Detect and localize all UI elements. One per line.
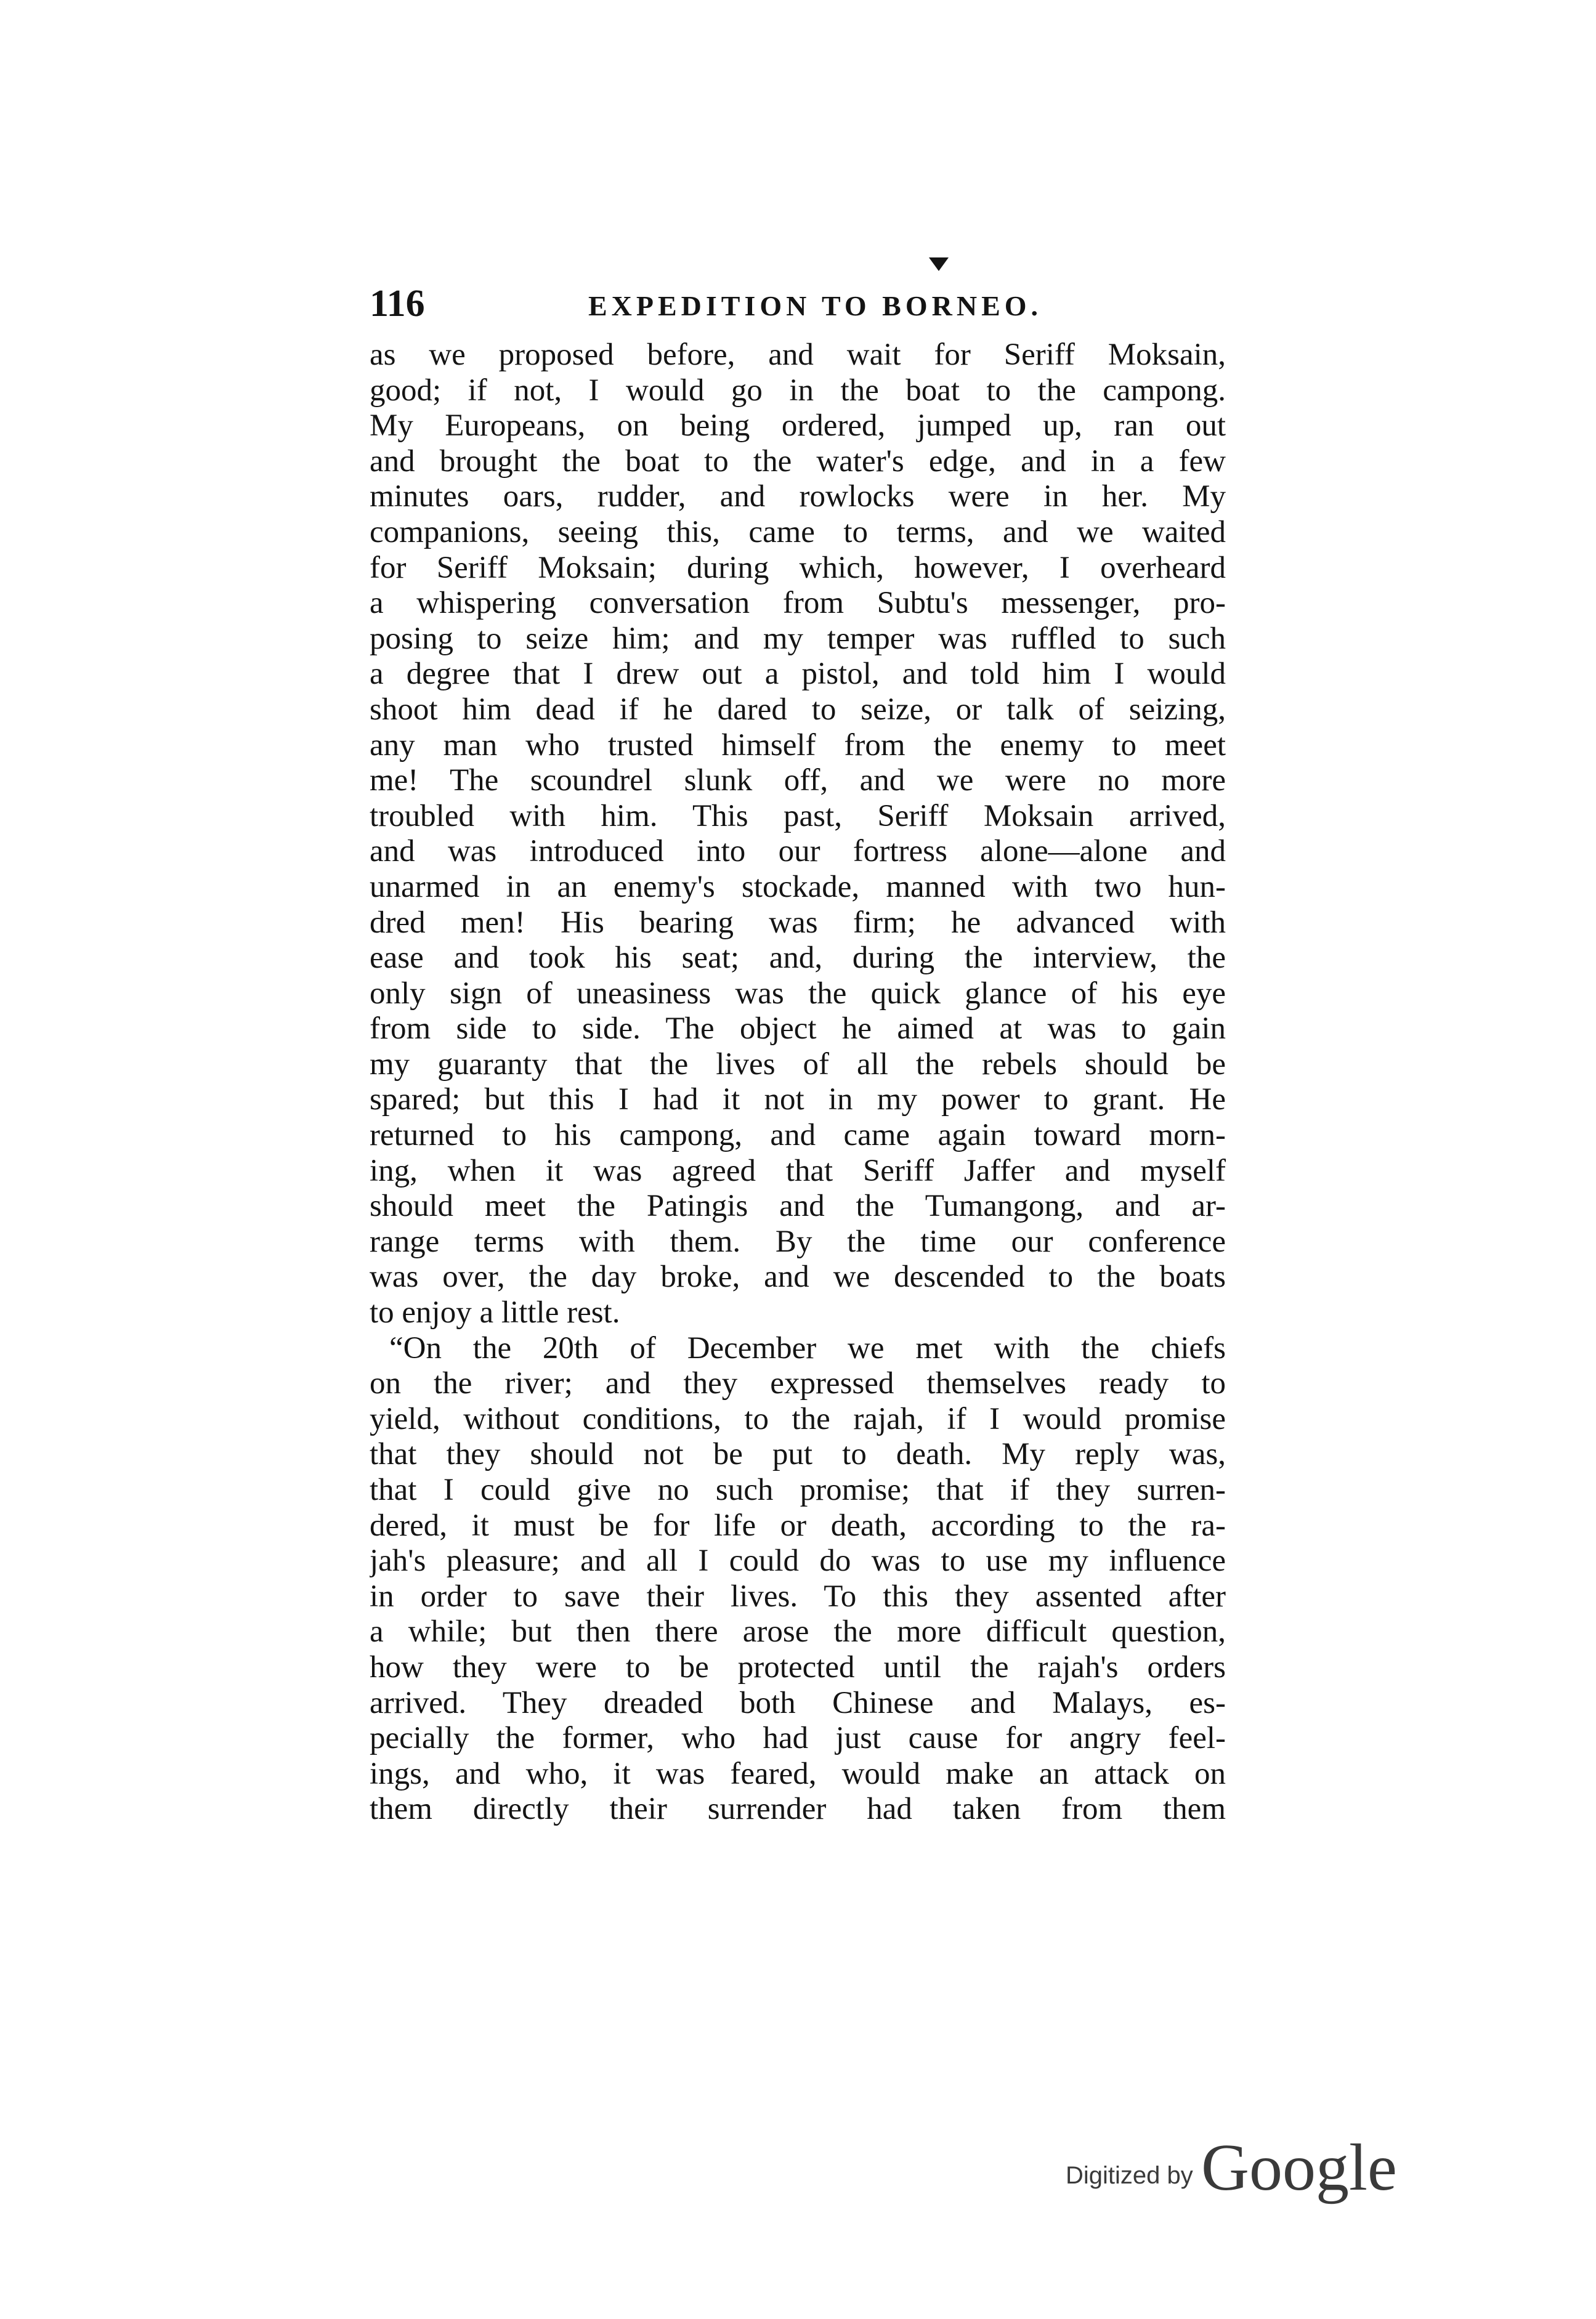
text-line: My Europeans, on being ordered, jumped up, ran out bbox=[370, 408, 1226, 443]
text-line: me! The scoundrel slunk off, and we were no more bbox=[370, 763, 1226, 798]
text-line: should meet the Patingis and the Tumangong, and ar- bbox=[370, 1189, 1226, 1224]
text-line: minutes oars, rudder, and rowlocks were in her. My bbox=[370, 479, 1226, 514]
text-line: ease and took his seat; and, during the interview, the bbox=[370, 941, 1226, 976]
text-line: to enjoy a little rest. bbox=[370, 1295, 620, 1330]
text-line: yield, without conditions, to the rajah, if I would promise bbox=[370, 1401, 1226, 1436]
text-line: “On the 20th of December we met with the chiefs bbox=[389, 1330, 1226, 1366]
digitized-by-google-stamp bbox=[1066, 2131, 1398, 2205]
page-number: 116 bbox=[370, 283, 425, 325]
text-line: a degree that I drew out a pistol, and told him I would bbox=[370, 657, 1226, 692]
text-line: a while; but then there arose the more difficult question, bbox=[370, 1614, 1226, 1649]
text-line: pecially the former, who had just cause for angry feel- bbox=[370, 1721, 1226, 1756]
text-line: range terms with them. By the time our conference bbox=[370, 1224, 1226, 1259]
text-line: ing, when it was agreed that Seriff Jaffer and myself bbox=[370, 1153, 1226, 1188]
google-logo: Google bbox=[1201, 2131, 1397, 2204]
page-header bbox=[370, 276, 1226, 331]
text-line: only sign of uneasiness was the quick glance of his eye bbox=[370, 976, 1226, 1011]
text-line: unarmed in an enemy's stockade, manned with two hun- bbox=[370, 869, 1226, 904]
text-line: shoot him dead if he dared to seize, or talk of seizing, bbox=[370, 692, 1226, 727]
text-line: spared; but this I had it not in my power to grant. He bbox=[370, 1082, 1226, 1117]
text-line: from side to side. The object he aimed at was to gain bbox=[370, 1011, 1226, 1046]
text-line: ings, and who, it was feared, would make an attack on bbox=[370, 1756, 1226, 1791]
running-head: EXPEDITION TO BORNEO. bbox=[588, 290, 1043, 322]
printer-mark bbox=[929, 257, 949, 271]
text-line: on the river; and they expressed themselves ready to bbox=[370, 1366, 1226, 1401]
text-body bbox=[370, 338, 1226, 1827]
text-line: companions, seeing this, came to terms, and we waited bbox=[370, 514, 1226, 549]
text-line: any man who trusted himself from the enemy to meet bbox=[370, 727, 1226, 763]
text-line: posing to seize him; and my temper was ruffled to such bbox=[370, 621, 1226, 656]
text-line: arrived. They dreaded both Chinese and Malays, es- bbox=[370, 1685, 1226, 1720]
text-line: how they were to be protected until the rajah's orders bbox=[370, 1649, 1226, 1685]
text-line: troubled with him. This past, Seriff Moksain arrived, bbox=[370, 798, 1226, 833]
text-line: as we proposed before, and wait for Seriff Moksain, bbox=[370, 338, 1226, 372]
text-line: that they should not be put to death. My reply was, bbox=[370, 1437, 1226, 1472]
text-line: them directly their surrender had taken from them bbox=[370, 1792, 1226, 1827]
text-line: dered, it must be for life or death, according to the ra- bbox=[370, 1508, 1226, 1543]
text-line: a whispering conversation from Subtu's messenger, pro- bbox=[370, 586, 1226, 621]
text-line: and was introduced into our fortress alone—alone and bbox=[370, 834, 1226, 869]
text-line: in order to save their lives. To this they assented after bbox=[370, 1579, 1226, 1614]
text-line: dred men! His bearing was firm; he advanced with bbox=[370, 905, 1226, 940]
text-line: my guaranty that the lives of all the rebels should be bbox=[370, 1046, 1226, 1082]
digitized-label: Digitized by bbox=[1066, 2162, 1193, 2189]
text-line: was over, the day broke, and we descended to the boats bbox=[370, 1260, 1226, 1295]
text-line: returned to his campong, and came again toward morn- bbox=[370, 1118, 1226, 1153]
text-line: good; if not, I would go in the boat to the campong. bbox=[370, 373, 1226, 408]
text-line: that I could give no such promise; that if they surren- bbox=[370, 1473, 1226, 1507]
text-line: jah's pleasure; and all I could do was to use my influence bbox=[370, 1544, 1226, 1579]
text-line: and brought the boat to the water's edge, and in a few bbox=[370, 443, 1226, 479]
text-line: for Seriff Moksain; during which, however, I overheard bbox=[370, 550, 1226, 585]
